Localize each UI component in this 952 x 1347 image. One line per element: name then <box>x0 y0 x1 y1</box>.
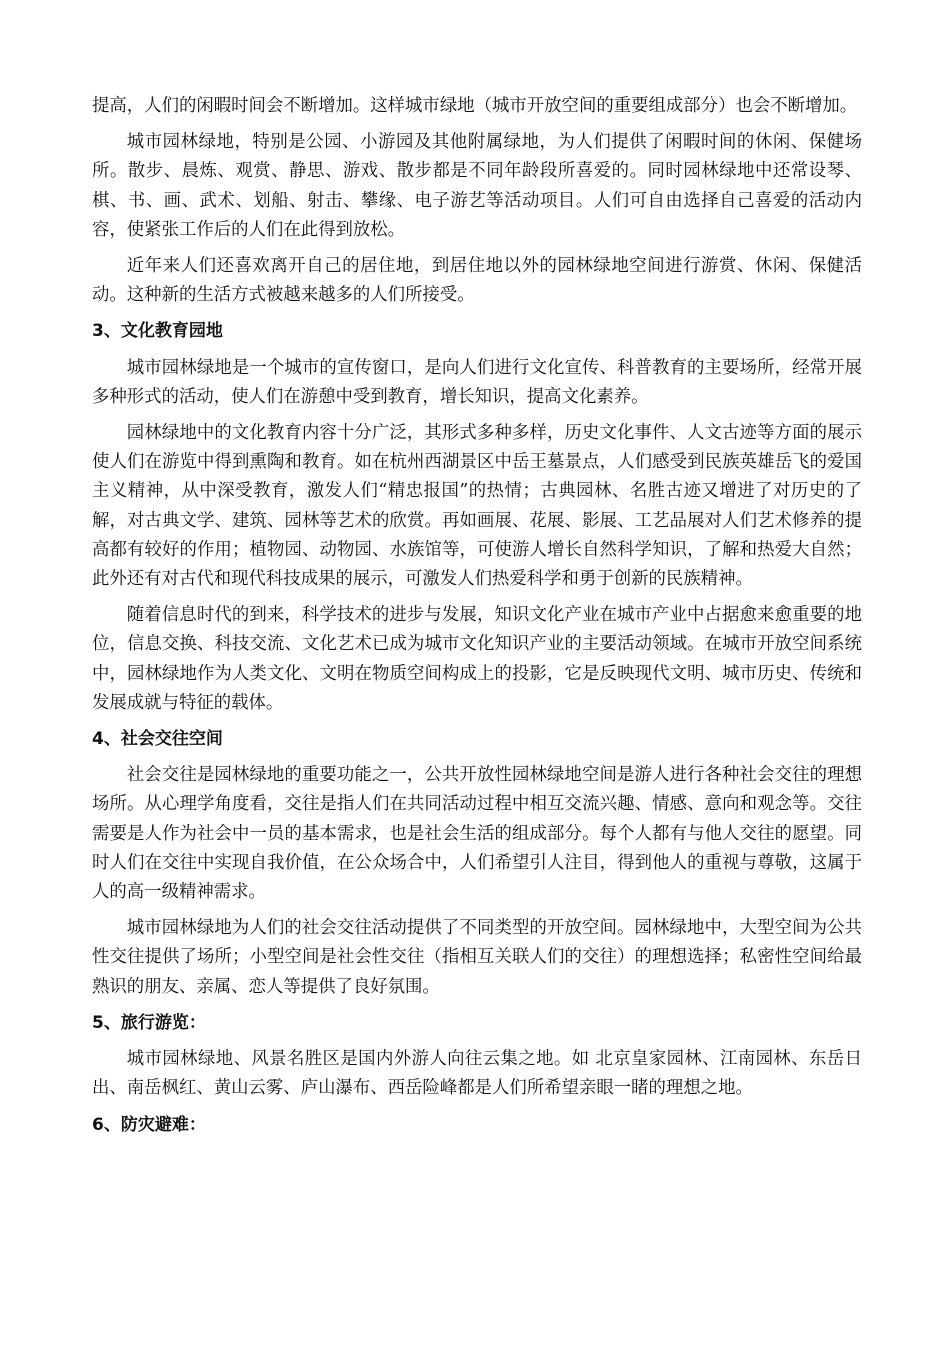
document-page <box>92 92 862 1147</box>
heading-disaster-shelter: 6、防灾避难： <box>92 1114 206 1135</box>
paragraph-culture-window: 城市园林绿地是一个城市的宣传窗口，是向人们进行文化宣传、科普教育的主要场所，经常开展多种形式的活动，使人们在游憩中受到教育，增长知识，提高文化素养。 <box>92 357 862 407</box>
paragraph-culture-information-age: 随着信息时代的到来，科学技术的进步与发展，知识文化产业在城市产业中占据愈来愈重要的地位，信息交换、科技交流、文化艺术已成为城市文化知识产业的主要活动领域。在城市开放空间系统中，园林绿地作为人类文化、文明在物质空间构成上的投影，它是反映现代文明、城市历史、传统和发展成就与特征的载体。 <box>92 605 862 713</box>
heading-social-space: 4、社会交往空间 <box>92 729 223 750</box>
paragraph-travel-destinations: 城市园林绿地、风景名胜区是国内外游人向往云集之地。如 北京皇家园林、江南园林、东岳日出、南岳枫红、黄山云雾、庐山瀑布、西岳险峰都是人们所希望亲眼一睹的理想之地。 <box>92 1049 862 1099</box>
paragraph-social-spaces: 城市园林绿地为人们的社会交往活动提供了不同类型的开放空间。园林绿地中，大型空间为公共性交往提供了场所；小型空间是社会性交往（指相互关联人们的交往）的理想选择；私密性空间给最熟识的朋友、亲属、恋人等提供了良好氛围。 <box>92 918 862 997</box>
paragraph-social-communication: 社会交往是园林绿地的重要功能之一，公共开放性园林绿地空间是游人进行各种社会交往的理想场所。从心理学角度看，交往是指人们在共同活动过程中相互交流兴趣、情感、意向和观念等。交往需要是人作为社会中一员的基本需求，也是社会生活的组成部分。每个人都有与他人交往的愿望。同时人们在交往中实现自我价值，在公众场合中，人们希望引人注目，得到他人的重视与尊敬，这属于人的高一级精神需求。 <box>92 765 862 903</box>
paragraph-culture-content: 园林绿地中的文化教育内容十分广泛，其形式多种多样，历史文化事件、人文古迹等方面的展示使人们在游览中得到熏陶和教育。如在杭州西湖景区中岳王墓景点，人们感受到民族英雄岳飞的爱国主义精神，从中深受教育，激发人们“精忠报国”的热情；古典园林、名胜古迹又增进了对历史的了解，对古典文学、建筑、园林等艺术的欣赏。再如画展、花展、影展、工艺品展对人们艺术修养的提高都有较好的作用；植物园、动物园、水族馆等，可使游人增长自然科学知识，了解和热爱大自然；此外还有对古代和现代科技成果的展示，可激发人们热爱科学和勇于创新的民族精神。 <box>92 423 862 590</box>
paragraph-leisure-places: 城市园林绿地，特别是公园、小游园及其他附属绿地，为人们提供了闲暇时间的休闲、保健场所。散步、晨炼、观赏、静思、游戏、散步都是不同年龄段所喜爱的。同时园林绿地中还常设琴、棋、书、画、武术、划船、射击、攀缘、电子游艺等活动项目。人们可自由选择自己喜爱的活动内容，使紧张工作后的人们在此得到放松。 <box>92 132 862 240</box>
heading-culture-education: 3、文化教育园地 <box>92 321 223 342</box>
heading-travel-sightseeing: 5、旅行游览： <box>92 1012 206 1033</box>
paragraph-leisure-continued: 提高，人们的闲暇时间会不断增加。这样城市绿地（城市开放空间的重要组成部分）也会不断增加。 <box>92 96 858 116</box>
paragraph-leisure-trend: 近年来人们还喜欢离开自己的居住地，到居住地以外的园林绿地空间进行游赏、休闲、保健活动。这种新的生活方式被越来越多的人们所接受。 <box>92 256 862 306</box>
